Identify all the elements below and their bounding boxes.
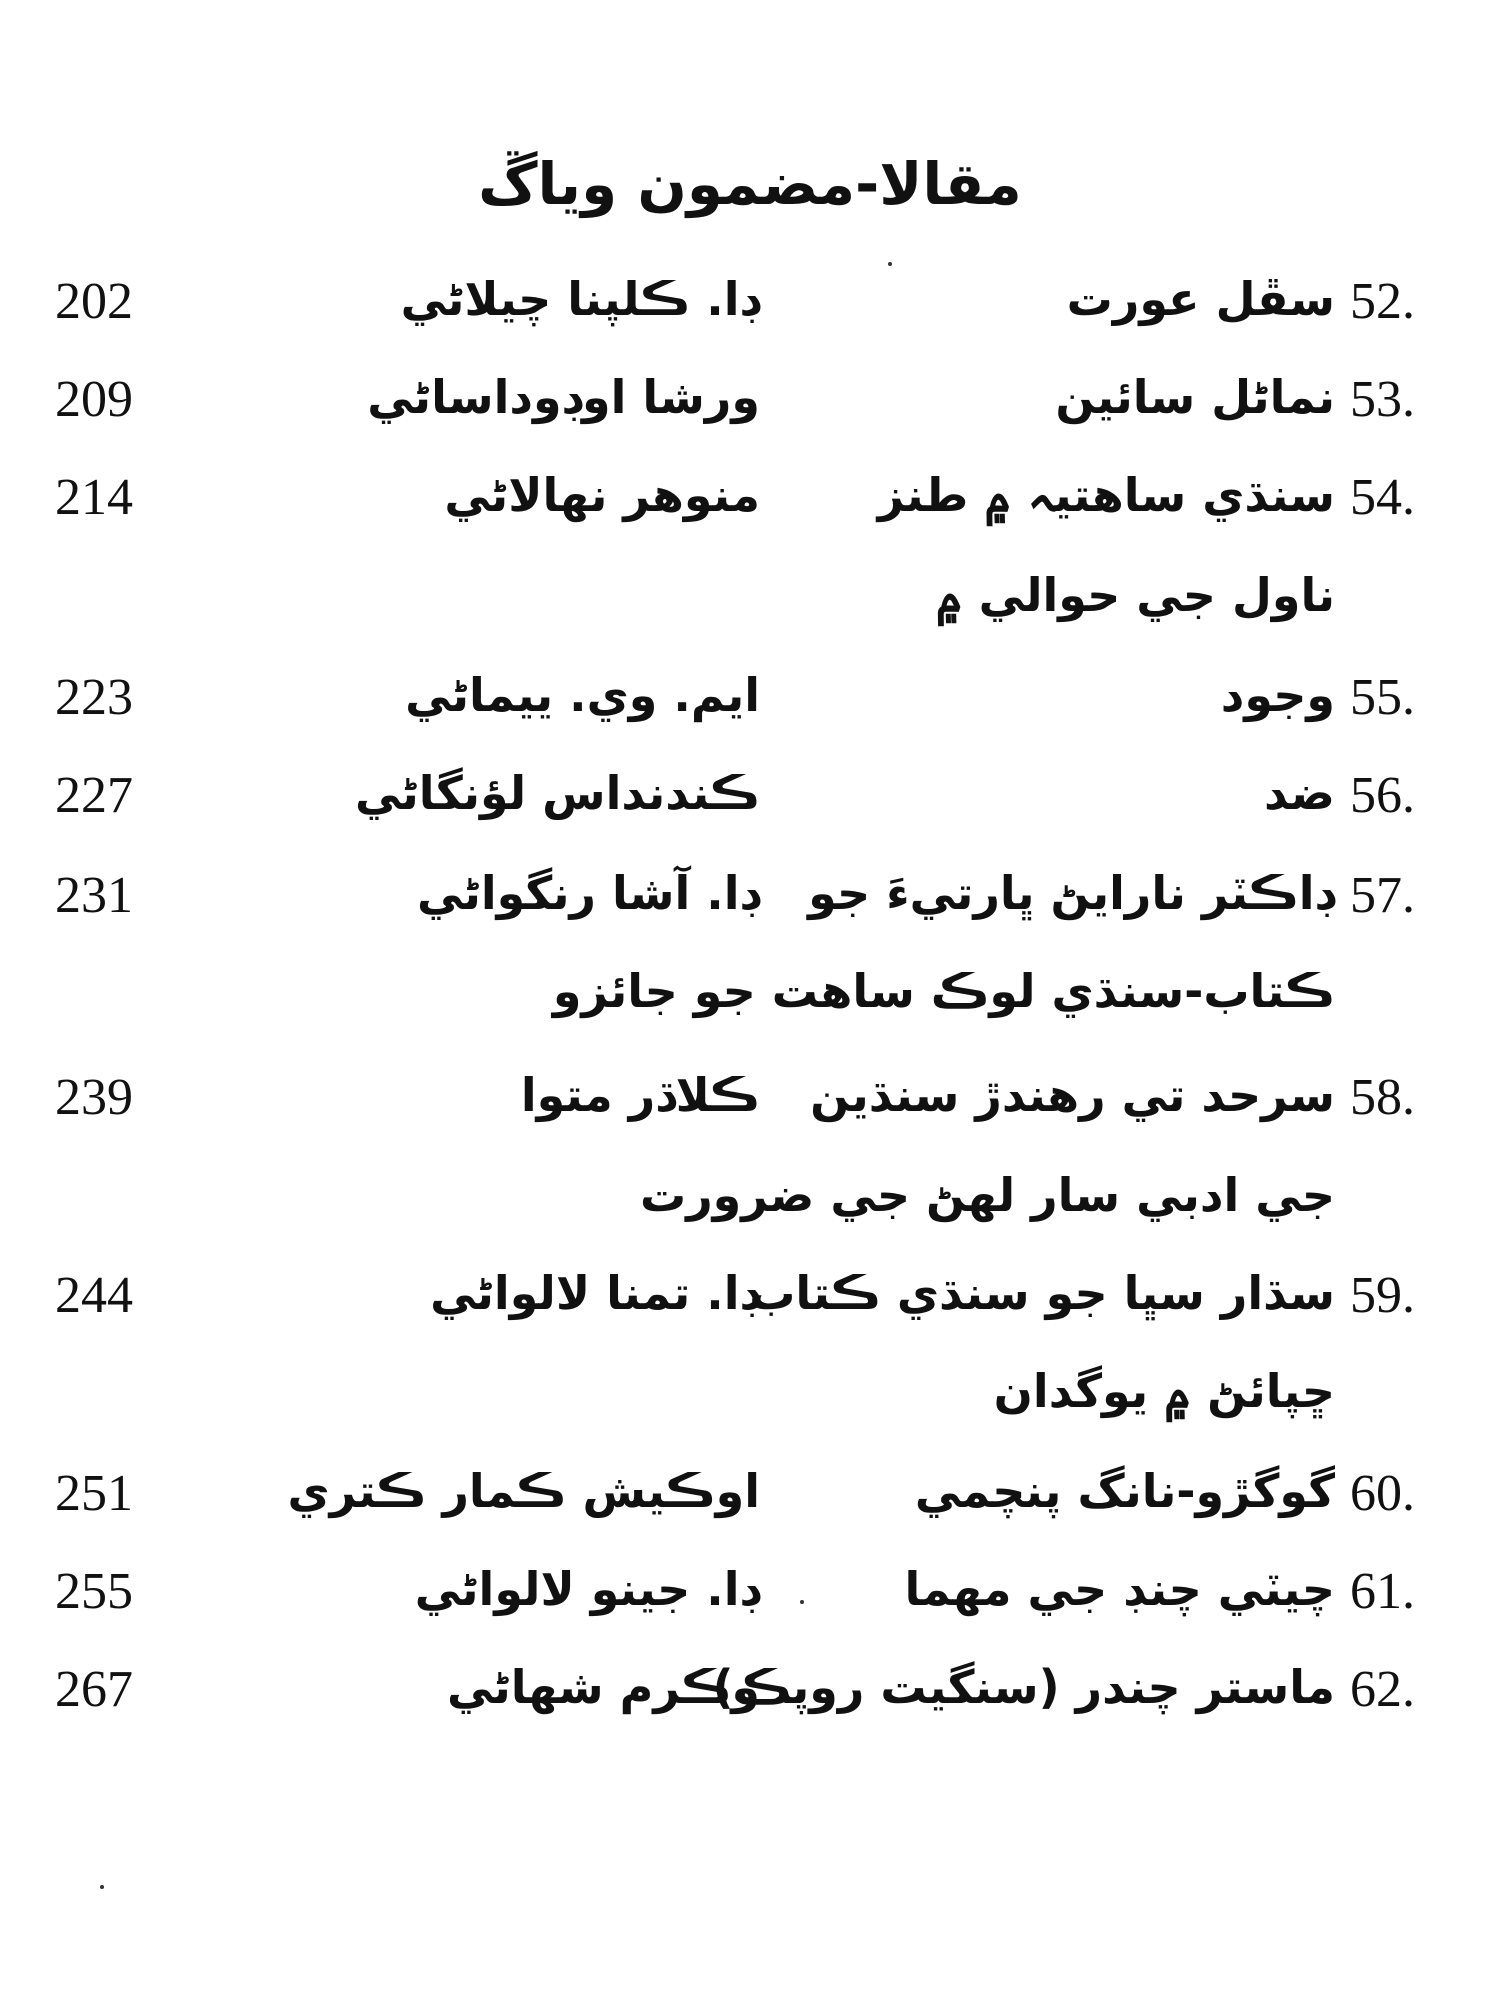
entry-number: 62. xyxy=(1350,1661,1415,1718)
entry-author: ڪندنداس لؤنگاڻي xyxy=(354,766,760,820)
toc-entry xyxy=(0,1464,1500,1564)
entry-number: 55. xyxy=(1350,669,1415,726)
entry-title: وجود xyxy=(1220,668,1335,722)
entry-author: ڊا. آشا رنگواڻي xyxy=(417,866,760,920)
entry-author: ايم. وي. ييماڻي xyxy=(405,668,760,722)
section-heading: مقالا-مضمون وياڱ xyxy=(478,150,1022,218)
entry-number: 59. xyxy=(1350,1267,1415,1324)
entry-author: منوهر نهالاڻي xyxy=(444,468,760,522)
toc-entry xyxy=(0,370,1500,470)
entry-number: 52. xyxy=(1350,273,1415,330)
toc-entry xyxy=(0,1562,1500,1662)
scan-speck xyxy=(800,1600,804,1604)
entry-title: چيٽي چنڊ جي مهما xyxy=(904,1562,1335,1616)
entry-title: گوگڙو-نانگ پنچمي xyxy=(914,1464,1335,1518)
entry-title: ماستر چندر (سنگيت روپڪ) xyxy=(712,1660,1335,1714)
scan-speck xyxy=(888,262,892,266)
entry-title: ڊاڪٽر نارايڻ ڀارتيءَ جو xyxy=(808,866,1335,920)
entry-title-continuation: جي ادبي سار لهڻ جي ضرورت xyxy=(639,1168,1335,1222)
entry-title: سڌار سڀا جو سنڌي ڪتاب xyxy=(749,1266,1335,1320)
entry-number: 58. xyxy=(1350,1069,1415,1126)
entry-author: ڪلاڌر متوا xyxy=(520,1068,760,1122)
entry-author: ڊا. جينو لالواڻي xyxy=(414,1562,760,1616)
entry-page: 267 xyxy=(55,1661,133,1718)
entry-number: 54. xyxy=(1350,469,1415,526)
toc-entry xyxy=(0,272,1500,372)
entry-page: 255 xyxy=(55,1563,133,1620)
entry-title: سڦل عورت xyxy=(1066,272,1335,326)
entry-page: 223 xyxy=(55,669,133,726)
entry-number: 61. xyxy=(1350,1563,1415,1620)
entry-page: 244 xyxy=(55,1267,133,1324)
entry-title-continuation: ڪتاب-سنڌي لوڪ ساهت جو جائزو xyxy=(552,964,1335,1018)
entry-page: 227 xyxy=(55,767,133,824)
entry-page: 209 xyxy=(55,371,133,428)
entry-page: 239 xyxy=(55,1069,133,1126)
entry-page: 251 xyxy=(55,1465,133,1522)
entry-number: 56. xyxy=(1350,767,1415,824)
entry-number: 60. xyxy=(1350,1465,1415,1522)
toc-entry xyxy=(0,468,1500,568)
entry-author: وڪرم شهاڻي xyxy=(446,1660,760,1714)
entry-page: 214 xyxy=(55,469,133,526)
entry-author: ورشا اوڊوداساڻي xyxy=(367,370,760,424)
toc-entry xyxy=(0,1660,1500,1760)
entry-title: نماڻل سائين xyxy=(1055,370,1335,424)
toc-entry xyxy=(0,866,1500,966)
entry-title: سنڌي ساهتيہ ۾ طنز xyxy=(877,468,1335,522)
entry-title: سرحد تي رهندڙ سنڌين xyxy=(810,1068,1335,1122)
entry-author: اوڪيش ڪمار ڪتري xyxy=(287,1464,760,1518)
entry-title-continuation: ڇپائڻ ۾ يوگدان xyxy=(993,1364,1335,1418)
toc-entry xyxy=(0,1068,1500,1168)
toc-entry xyxy=(0,766,1500,866)
entry-title-continuation: ناول جي حوالي ۾ xyxy=(935,568,1335,622)
entry-page: 202 xyxy=(55,273,133,330)
entry-number: 53. xyxy=(1350,371,1415,428)
toc-entry xyxy=(0,1266,1500,1366)
entry-page: 231 xyxy=(55,867,133,924)
entry-title: ضد xyxy=(1263,766,1335,820)
toc-entry xyxy=(0,668,1500,768)
entry-author: ڊا. ڪلپنا چيلاڻي xyxy=(400,272,760,326)
entry-number: 57. xyxy=(1350,867,1415,924)
entry-author: ڊا. تمنا لالواڻي xyxy=(430,1266,760,1320)
scan-speck xyxy=(100,1885,104,1889)
